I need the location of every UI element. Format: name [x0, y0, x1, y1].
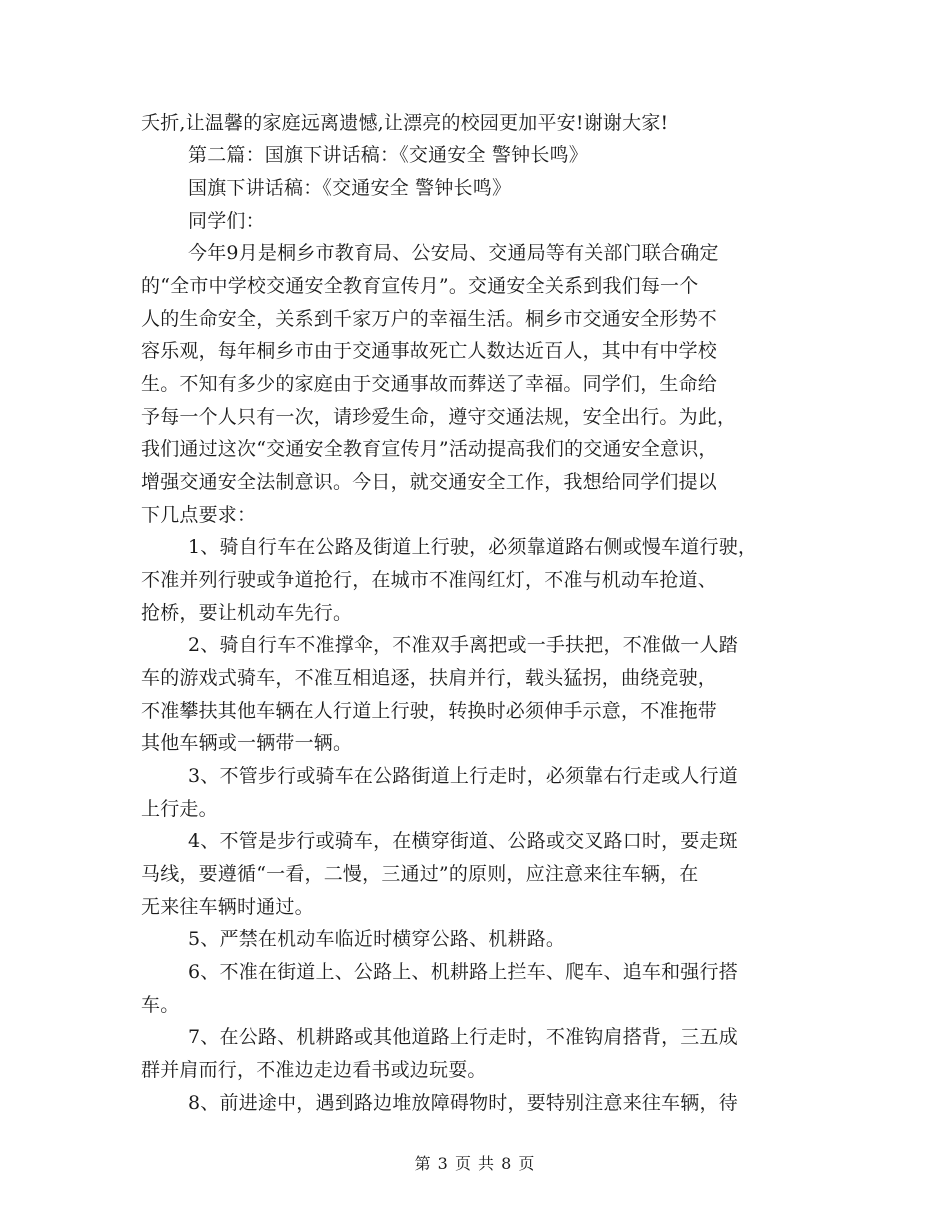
- text-line: 下几点要求：: [141, 504, 257, 526]
- text-line: 容乐观，每年桐乡市由于交通事故死亡人数达近百人，其中有中学校: [141, 340, 718, 362]
- text-line: 6、不准在街道上、公路上、机耕路上拦车、爬车、追车和强行搭: [188, 961, 738, 983]
- text-line: 车。: [141, 994, 180, 1016]
- text-line: 2、骑自行车不准撑伞，不准双手离把或一手扶把，不准做一人踏: [188, 634, 738, 656]
- text-line: 第二篇：国旗下讲话稿：《交通安全 警钟长鸣》: [188, 144, 588, 166]
- text-line: 同学们：: [188, 210, 265, 232]
- text-line: 增强交通安全法制意识。今日，就交通安全工作，我想给同学们提以: [141, 471, 718, 493]
- text-line: 8、前进途中，遇到路边堆放障碍物时，要特别注意来往车辆，待: [188, 1092, 738, 1114]
- page-number-footer: 第 3 页 共 8 页: [414, 1154, 536, 1173]
- text-line: 上行走。: [141, 798, 218, 820]
- text-line: 1、骑自行车在公路及街道上行驶，必须靠道路右侧或慢车道行驶，: [188, 536, 758, 558]
- text-line: 7、在公路、机耕路或其他道路上行走时，不准钩肩搭背，三五成: [188, 1026, 738, 1048]
- text-line: 的“全市中学校交通安全教育宣传月”。交通安全关系到我们每一个: [141, 275, 699, 297]
- text-line: 今年9月是桐乡市教育局、公安局、交通局等有关部门联合确定: [188, 242, 719, 264]
- text-line: 我们通过这次“交通安全教育宣传月”活动提高我们的交通安全意识，: [141, 438, 718, 460]
- text-line: 抢桥，要让机动车先行。: [141, 602, 353, 624]
- text-line: 予每一个人只有一次，请珍爱生命，遵守交通法规，安全出行。为此，: [141, 406, 737, 428]
- text-line: 车的游戏式骑车，不准互相追逐，扶肩并行，载头猛拐，曲绕竞驶，: [141, 667, 718, 689]
- text-line: 生。不知有多少的家庭由于交通事故而葬送了幸福。同学们，生命给: [141, 373, 718, 395]
- text-line: 国旗下讲话稿：《交通安全 警钟长鸣》: [188, 177, 512, 199]
- text-line: 4、不管是步行或骑车，在横穿街道、公路或交叉路口时，要走斑: [188, 830, 738, 852]
- text-line: 无来往车辆时通过。: [141, 896, 314, 918]
- text-line: 3、不管步行或骑车在公路街道上行走时，必须靠右行走或人行道: [188, 765, 738, 787]
- text-line: 夭折,让温馨的家庭远离遗憾,让漂亮的校园更加平安!谢谢大家!: [141, 112, 669, 134]
- text-line: 其他车辆或一辆带一辆。: [141, 732, 353, 754]
- text-line: 人的生命安全，关系到千家万户的幸福生活。桐乡市交通安全形势不: [141, 308, 718, 330]
- text-line: 5、严禁在机动车临近时横穿公路、机耕路。: [188, 928, 566, 950]
- text-line: 群并肩而行，不准边走边看书或边玩耍。: [141, 1059, 487, 1081]
- text-line: 马线，要遵循“一看，二慢，三通过”的原则，应注意来往车辆，在: [141, 863, 699, 885]
- text-line: 不准攀扶其他车辆在人行道上行驶，转换时必须伸手示意，不准拖带: [141, 700, 718, 722]
- text-line: 不准并列行驶或争道抢行，在城市不准闯红灯，不准与机动车抢道、: [141, 569, 718, 591]
